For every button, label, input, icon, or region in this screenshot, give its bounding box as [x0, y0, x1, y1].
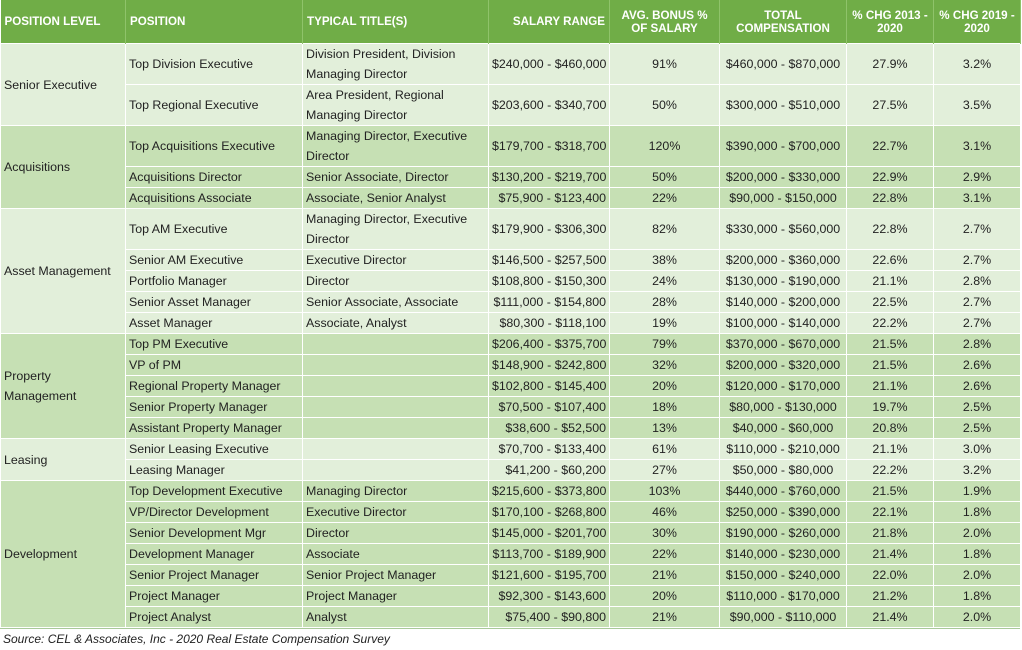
position-cell: VP of PM: [126, 355, 303, 376]
typical-titles-cell: Managing Director: [303, 481, 489, 502]
salary-range-cell: $179,900 - $306,300: [489, 209, 610, 250]
header-position-level: POSITION LEVEL: [1, 0, 126, 44]
total-compensation-cell: $200,000 - $320,000: [720, 355, 847, 376]
chg-2019-2020-cell: 3.5%: [934, 85, 1021, 126]
typical-titles-cell: Managing Director, Executive Director: [303, 209, 489, 250]
chg-2013-2020-cell: 22.9%: [847, 167, 934, 188]
position-cell: Senior Development Mgr: [126, 523, 303, 544]
chg-2019-2020-cell: 2.8%: [934, 334, 1021, 355]
chg-2019-2020-cell: 2.0%: [934, 565, 1021, 586]
total-compensation-cell: $40,000 - $60,000: [720, 418, 847, 439]
salary-range-cell: $70,500 - $107,400: [489, 397, 610, 418]
chg-2019-2020-cell: 1.8%: [934, 544, 1021, 565]
typical-titles-cell: Senior Project Manager: [303, 565, 489, 586]
position-cell: Top Development Executive: [126, 481, 303, 502]
position-cell: Acquisitions Associate: [126, 188, 303, 209]
header-chg-2019-2020: % CHG 2019 - 2020: [934, 0, 1021, 44]
typical-titles-cell: [303, 355, 489, 376]
salary-range-cell: $92,300 - $143,600: [489, 586, 610, 607]
position-cell: Regional Property Manager: [126, 376, 303, 397]
total-compensation-cell: $200,000 - $360,000: [720, 250, 847, 271]
chg-2019-2020-cell: 2.5%: [934, 418, 1021, 439]
salary-range-cell: $70,700 - $133,400: [489, 439, 610, 460]
avg-bonus-cell: 61%: [610, 439, 720, 460]
chg-2013-2020-cell: 22.8%: [847, 188, 934, 209]
table-row: [1, 334, 1021, 355]
avg-bonus-cell: 79%: [610, 334, 720, 355]
chg-2019-2020-cell: 2.0%: [934, 523, 1021, 544]
position-cell: VP/Director Development: [126, 502, 303, 523]
typical-titles-cell: Associate: [303, 544, 489, 565]
total-compensation-cell: $140,000 - $200,000: [720, 292, 847, 313]
salary-range-cell: $145,000 - $201,700: [489, 523, 610, 544]
position-cell: Project Manager: [126, 586, 303, 607]
position-level-cell: Leasing: [1, 439, 126, 481]
chg-2013-2020-cell: 22.5%: [847, 292, 934, 313]
salary-range-cell: $102,800 - $145,400: [489, 376, 610, 397]
chg-2013-2020-cell: 21.2%: [847, 586, 934, 607]
chg-2019-2020-cell: 1.8%: [934, 586, 1021, 607]
chg-2013-2020-cell: 21.4%: [847, 607, 934, 628]
position-cell: Leasing Manager: [126, 460, 303, 481]
position-cell: Development Manager: [126, 544, 303, 565]
avg-bonus-cell: 32%: [610, 355, 720, 376]
chg-2019-2020-cell: 3.1%: [934, 188, 1021, 209]
total-compensation-cell: $440,000 - $760,000: [720, 481, 847, 502]
position-level-cell: Acquisitions: [1, 126, 126, 209]
avg-bonus-cell: 20%: [610, 376, 720, 397]
chg-2013-2020-cell: 21.5%: [847, 481, 934, 502]
typical-titles-cell: Executive Director: [303, 250, 489, 271]
table-row: [1, 460, 1021, 481]
position-cell: Top Regional Executive: [126, 85, 303, 126]
table-body: [1, 44, 1021, 628]
typical-titles-cell: [303, 418, 489, 439]
total-compensation-cell: $110,000 - $170,000: [720, 586, 847, 607]
total-compensation-cell: $140,000 - $230,000: [720, 544, 847, 565]
header-salary-range: SALARY RANGE: [489, 0, 610, 44]
salary-range-cell: $41,200 - $60,200: [489, 460, 610, 481]
table-row: [1, 209, 1021, 250]
typical-titles-cell: Director: [303, 271, 489, 292]
avg-bonus-cell: 30%: [610, 523, 720, 544]
salary-range-cell: $240,000 - $460,000: [489, 44, 610, 85]
chg-2019-2020-cell: 2.7%: [934, 250, 1021, 271]
total-compensation-cell: $150,000 - $240,000: [720, 565, 847, 586]
chg-2013-2020-cell: 19.7%: [847, 397, 934, 418]
typical-titles-cell: Analyst: [303, 607, 489, 628]
chg-2019-2020-cell: 2.6%: [934, 376, 1021, 397]
chg-2013-2020-cell: 21.1%: [847, 271, 934, 292]
position-cell: Portfolio Manager: [126, 271, 303, 292]
chg-2019-2020-cell: 2.6%: [934, 355, 1021, 376]
chg-2013-2020-cell: 22.8%: [847, 209, 934, 250]
salary-range-cell: $80,300 - $118,100: [489, 313, 610, 334]
table-row: [1, 586, 1021, 607]
chg-2013-2020-cell: 27.5%: [847, 85, 934, 126]
table-row: [1, 397, 1021, 418]
typical-titles-cell: Area President, Regional Managing Director: [303, 85, 489, 126]
chg-2019-2020-cell: 2.0%: [934, 607, 1021, 628]
chg-2013-2020-cell: 27.9%: [847, 44, 934, 85]
typical-titles-cell: Project Manager: [303, 586, 489, 607]
total-compensation-cell: $200,000 - $330,000: [720, 167, 847, 188]
avg-bonus-cell: 28%: [610, 292, 720, 313]
salary-range-cell: $148,900 - $242,800: [489, 355, 610, 376]
chg-2013-2020-cell: 20.8%: [847, 418, 934, 439]
avg-bonus-cell: 50%: [610, 167, 720, 188]
total-compensation-cell: $130,000 - $190,000: [720, 271, 847, 292]
table-header: [1, 0, 1021, 44]
total-compensation-cell: $330,000 - $560,000: [720, 209, 847, 250]
position-cell: Senior Property Manager: [126, 397, 303, 418]
salary-range-cell: $75,900 - $123,400: [489, 188, 610, 209]
chg-2019-2020-cell: 3.0%: [934, 439, 1021, 460]
salary-range-cell: $146,500 - $257,500: [489, 250, 610, 271]
avg-bonus-cell: 20%: [610, 586, 720, 607]
table-row: [1, 250, 1021, 271]
position-cell: Top Division Executive: [126, 44, 303, 85]
salary-range-cell: $203,600 - $340,700: [489, 85, 610, 126]
typical-titles-cell: Executive Director: [303, 502, 489, 523]
table-row: [1, 418, 1021, 439]
avg-bonus-cell: 91%: [610, 44, 720, 85]
total-compensation-cell: $460,000 - $870,000: [720, 44, 847, 85]
chg-2013-2020-cell: 22.6%: [847, 250, 934, 271]
salary-range-cell: $108,800 - $150,300: [489, 271, 610, 292]
table-row: [1, 313, 1021, 334]
total-compensation-cell: $110,000 - $210,000: [720, 439, 847, 460]
chg-2013-2020-cell: 21.5%: [847, 355, 934, 376]
table-row: [1, 271, 1021, 292]
table-row: [1, 439, 1021, 460]
position-level-cell: Property Management: [1, 334, 126, 439]
position-cell: Senior AM Executive: [126, 250, 303, 271]
salary-range-cell: $170,100 - $268,800: [489, 502, 610, 523]
header-position: POSITION: [126, 0, 303, 44]
chg-2019-2020-cell: 1.8%: [934, 502, 1021, 523]
avg-bonus-cell: 22%: [610, 544, 720, 565]
typical-titles-cell: [303, 397, 489, 418]
total-compensation-cell: $190,000 - $260,000: [720, 523, 847, 544]
total-compensation-cell: $390,000 - $700,000: [720, 126, 847, 167]
typical-titles-cell: Division President, Division Managing Director: [303, 44, 489, 85]
header-avg-bonus: AVG. BONUS % OF SALARY: [610, 0, 720, 44]
chg-2013-2020-cell: 22.2%: [847, 460, 934, 481]
total-compensation-cell: $50,000 - $80,000: [720, 460, 847, 481]
typical-titles-cell: Associate, Senior Analyst: [303, 188, 489, 209]
typical-titles-cell: [303, 334, 489, 355]
table-row: [1, 188, 1021, 209]
avg-bonus-cell: 27%: [610, 460, 720, 481]
position-cell: Senior Leasing Executive: [126, 439, 303, 460]
avg-bonus-cell: 82%: [610, 209, 720, 250]
typical-titles-cell: Senior Associate, Director: [303, 167, 489, 188]
avg-bonus-cell: 103%: [610, 481, 720, 502]
chg-2013-2020-cell: 22.2%: [847, 313, 934, 334]
table-row: [1, 481, 1021, 502]
chg-2019-2020-cell: 2.9%: [934, 167, 1021, 188]
position-cell: Assistant Property Manager: [126, 418, 303, 439]
table-row: [1, 85, 1021, 126]
avg-bonus-cell: 38%: [610, 250, 720, 271]
source-note: Source: CEL & Associates, Inc - 2020 Real Estate Compensation Survey: [0, 628, 1020, 650]
salary-range-cell: $130,200 - $219,700: [489, 167, 610, 188]
position-cell: Top PM Executive: [126, 334, 303, 355]
total-compensation-cell: $120,000 - $170,000: [720, 376, 847, 397]
total-compensation-cell: $250,000 - $390,000: [720, 502, 847, 523]
total-compensation-cell: $90,000 - $110,000: [720, 607, 847, 628]
salary-range-cell: $121,600 - $195,700: [489, 565, 610, 586]
position-cell: Senior Asset Manager: [126, 292, 303, 313]
typical-titles-cell: Director: [303, 523, 489, 544]
total-compensation-cell: $90,000 - $150,000: [720, 188, 847, 209]
typical-titles-cell: Senior Associate, Associate: [303, 292, 489, 313]
avg-bonus-cell: 21%: [610, 607, 720, 628]
salary-range-cell: $113,700 - $189,900: [489, 544, 610, 565]
avg-bonus-cell: 50%: [610, 85, 720, 126]
position-cell: Top AM Executive: [126, 209, 303, 250]
chg-2019-2020-cell: 3.1%: [934, 126, 1021, 167]
chg-2013-2020-cell: 22.1%: [847, 502, 934, 523]
salary-range-cell: $75,400 - $90,800: [489, 607, 610, 628]
table-row: [1, 502, 1021, 523]
avg-bonus-cell: 21%: [610, 565, 720, 586]
position-level-cell: Development: [1, 481, 126, 628]
table-row: [1, 355, 1021, 376]
header-chg-2013-2020: % CHG 2013 - 2020: [847, 0, 934, 44]
chg-2013-2020-cell: 21.8%: [847, 523, 934, 544]
header-total-compensation: TOTAL COMPENSATION: [720, 0, 847, 44]
total-compensation-cell: $300,000 - $510,000: [720, 85, 847, 126]
chg-2013-2020-cell: 21.4%: [847, 544, 934, 565]
avg-bonus-cell: 46%: [610, 502, 720, 523]
position-cell: Top Acquisitions Executive: [126, 126, 303, 167]
chg-2019-2020-cell: 3.2%: [934, 460, 1021, 481]
chg-2019-2020-cell: 1.9%: [934, 481, 1021, 502]
position-level-cell: Senior Executive: [1, 44, 126, 126]
total-compensation-cell: $370,000 - $670,000: [720, 334, 847, 355]
position-cell: Senior Project Manager: [126, 565, 303, 586]
header-typical-titles: TYPICAL TITLE(S): [303, 0, 489, 44]
position-level-cell: Asset Management: [1, 209, 126, 334]
avg-bonus-cell: 13%: [610, 418, 720, 439]
typical-titles-cell: Associate, Analyst: [303, 313, 489, 334]
table-row: [1, 126, 1021, 167]
typical-titles-cell: [303, 460, 489, 481]
chg-2013-2020-cell: 21.1%: [847, 439, 934, 460]
salary-range-cell: $179,700 - $318,700: [489, 126, 610, 167]
chg-2019-2020-cell: 2.7%: [934, 209, 1021, 250]
salary-range-cell: $215,600 - $373,800: [489, 481, 610, 502]
table-row: [1, 544, 1021, 565]
salary-range-cell: $111,000 - $154,800: [489, 292, 610, 313]
typical-titles-cell: [303, 439, 489, 460]
chg-2019-2020-cell: 2.5%: [934, 397, 1021, 418]
table-row: [1, 376, 1021, 397]
table-row: [1, 44, 1021, 85]
avg-bonus-cell: 24%: [610, 271, 720, 292]
avg-bonus-cell: 19%: [610, 313, 720, 334]
table-row: [1, 523, 1021, 544]
chg-2019-2020-cell: 2.7%: [934, 292, 1021, 313]
salary-range-cell: $38,600 - $52,500: [489, 418, 610, 439]
typical-titles-cell: Managing Director, Executive Director: [303, 126, 489, 167]
table-row: [1, 292, 1021, 313]
avg-bonus-cell: 22%: [610, 188, 720, 209]
chg-2013-2020-cell: 22.0%: [847, 565, 934, 586]
position-cell: Project Analyst: [126, 607, 303, 628]
position-cell: Acquisitions Director: [126, 167, 303, 188]
table-row: [1, 167, 1021, 188]
chg-2013-2020-cell: 21.5%: [847, 334, 934, 355]
chg-2019-2020-cell: 2.8%: [934, 271, 1021, 292]
position-cell: Asset Manager: [126, 313, 303, 334]
chg-2019-2020-cell: 3.2%: [934, 44, 1021, 85]
chg-2013-2020-cell: 22.7%: [847, 126, 934, 167]
total-compensation-cell: $100,000 - $140,000: [720, 313, 847, 334]
salary-range-cell: $206,400 - $375,700: [489, 334, 610, 355]
table-row: [1, 565, 1021, 586]
total-compensation-cell: $80,000 - $130,000: [720, 397, 847, 418]
chg-2019-2020-cell: 2.7%: [934, 313, 1021, 334]
chg-2013-2020-cell: 21.1%: [847, 376, 934, 397]
table-row: [1, 607, 1021, 628]
typical-titles-cell: [303, 376, 489, 397]
avg-bonus-cell: 120%: [610, 126, 720, 167]
avg-bonus-cell: 18%: [610, 397, 720, 418]
